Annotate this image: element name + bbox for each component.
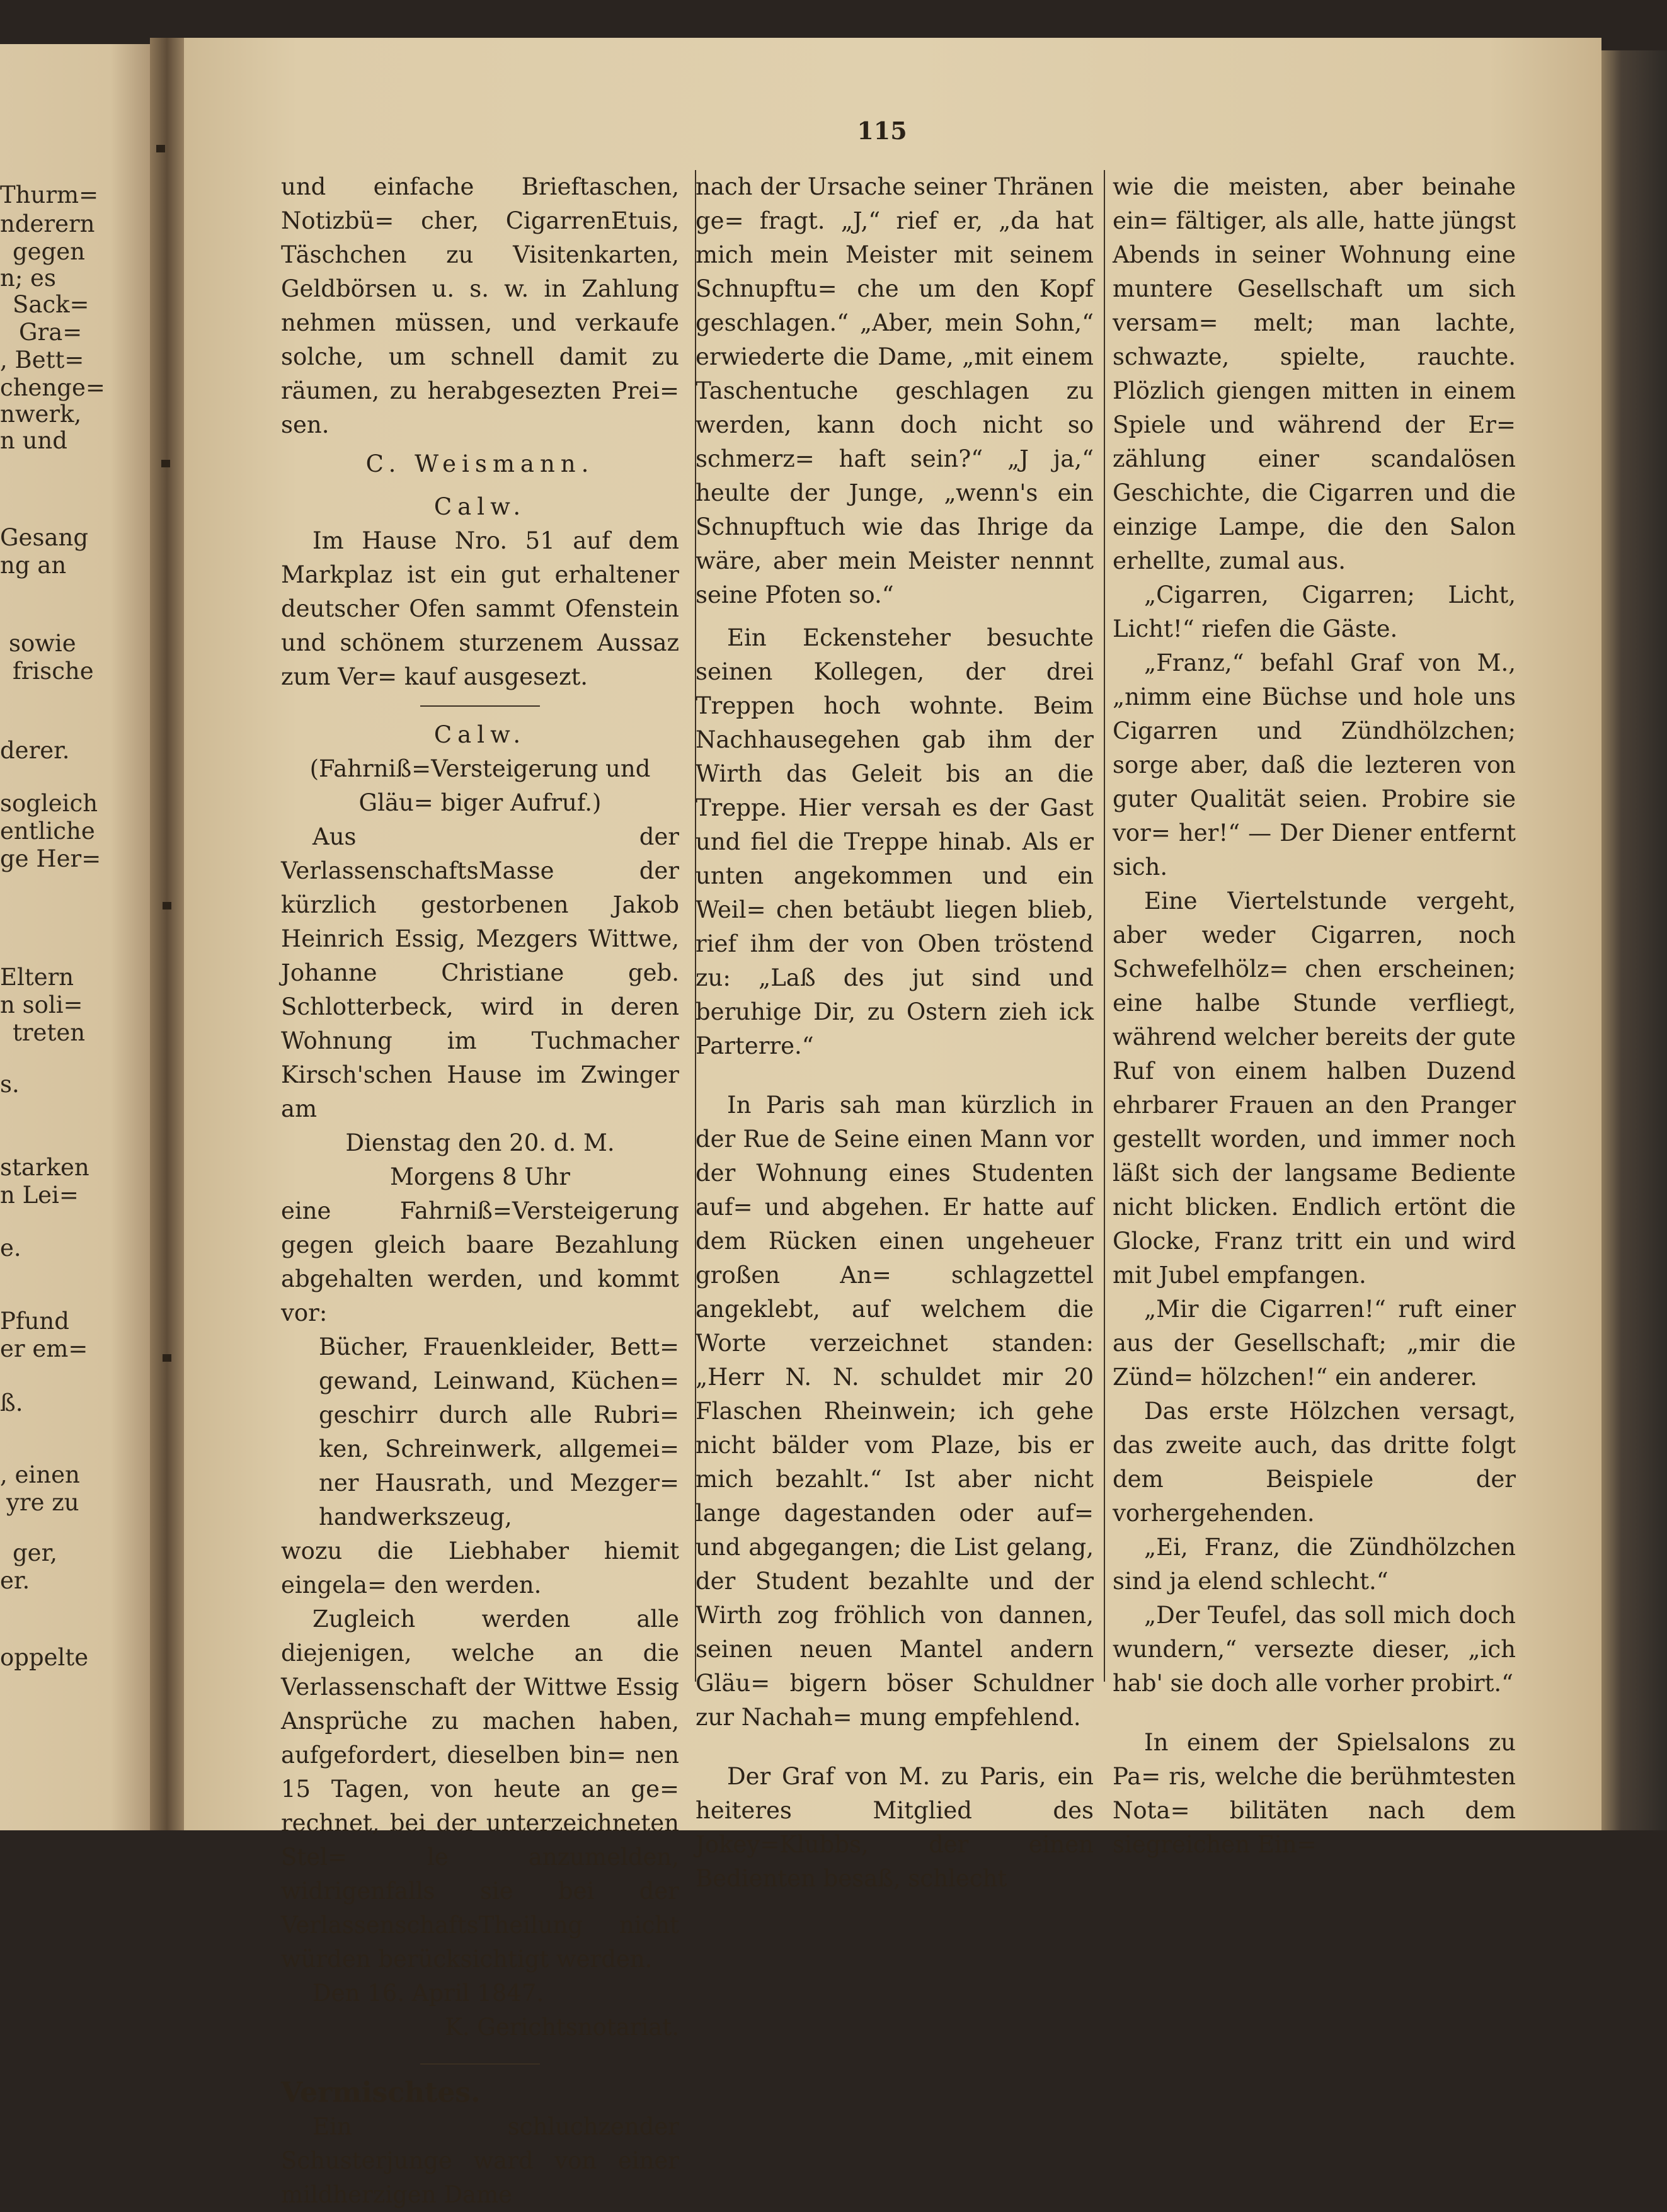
left-fragment: sogleich: [0, 790, 98, 817]
left-fragment: e.: [0, 1234, 21, 1262]
auction-time: Morgens 8 Uhr: [389, 1163, 570, 1190]
left-fragment: Gesang: [0, 524, 89, 551]
left-fragment: n soli=: [0, 991, 83, 1018]
left-fragment: frische: [13, 658, 94, 685]
notice-date: Den 16. April 1847.: [312, 1980, 544, 2007]
anecdote-graf-p5: „Mir die Cigarren!“ ruft einer aus der Gesellschaft; „mir die Zünd= hölzchen!“ ein anderer.: [1113, 1296, 1516, 1391]
anecdote-graf-continued: wie die meisten, aber beinahe ein= fältiger, als alle, hatte jüngst Abends in seiner Wohnung eine muntere Gesellschaft um sich versam= melt; man lachte, schwazte, spielte, rauchte. Plözlich giengen mitten in einem Spiele und während der Er= zählung einer scandalösen Geschichte, die Cigarren und die einzige Lampe, die den Salon erhellte, zumal aus.: [1113, 173, 1516, 574]
anecdote-graf-p4: Eine Viertelstunde vergeht, aber weder Cigarren, noch Schwefelhölz= chen erscheinen; eine halbe Stunde verfliegt, während welcher bereits der gute Ruf von einem halben Duzend ehrbarer Frauen an den Pranger gestellt worden, und immer noch läßt sich der langsame Bediente nicht blicken. Endlich ertönt die Glocke, Franz tritt ein und wird mit Jubel empfangen.: [1113, 887, 1516, 1289]
left-fragment: nderern: [0, 210, 95, 237]
left-fragment: oppelte: [0, 1644, 89, 1671]
auction-body-text: eine Fahrniß=Versteigerung gegen gleich baare Bezahlung abgehalten werden, und kommt vor:: [281, 1197, 679, 1326]
column-2: [696, 170, 1094, 1896]
anecdote-graf-p6: Das erste Hölzchen versagt, das zweite auch, das dritte folgt dem Beispiele der vorhergehenden.: [1113, 1398, 1516, 1527]
spacer: [696, 1063, 1094, 1088]
left-fragment: er.: [0, 1567, 30, 1594]
column-1: [281, 170, 679, 2212]
anecdote-graf-p2: „Cigarren, Cigarren; Licht, Licht!“ riefen die Gäste.: [1113, 581, 1516, 642]
left-fragment: n und: [0, 427, 67, 454]
margin-mark: [163, 1354, 171, 1362]
anecdote-paris-student: In Paris sah man kürzlich in der Rue de Seine einen Mann vor der Wohnung eines Studenten auf= und abgehen. Er hatte auf dem Rücken einen ungeheuer großen An= schlagzettel angeklebt, auf welchem die Worte verzeichnet standen: „Herr N. N. schuldet mir 20 Flaschen Rheinwein; ich gehe nicht bälder vom Plaze, bis er mich bezahlt.“ Ist aber nicht lange dagestanden oder auf= und abgegangen; die List gelang, der Student bezahlte und der Wirth zog fröhlich von dannen, seinen neuen Mantel andern Gläu= bigern böser Schuldner zur Nachah= mung empfehlend.: [696, 1092, 1094, 1731]
left-fragment: ß.: [0, 1389, 23, 1417]
book-gutter: [150, 38, 188, 1830]
book-cover-edge: [1601, 50, 1667, 1830]
left-fragment: er em=: [0, 1335, 88, 1362]
left-fragment: gegen: [13, 238, 85, 265]
left-fragment: s.: [0, 1071, 20, 1098]
spacer: [1113, 1701, 1516, 1726]
left-fragment: sowie: [9, 630, 76, 657]
anecdote-graf-p7: „Ei, Franz, die Zündhölzchen sind ja elend schlecht.“: [1113, 1534, 1516, 1595]
left-fragment: n Lei=: [0, 1182, 79, 1209]
left-fragment: derer.: [0, 737, 70, 764]
column-divider: [1104, 170, 1105, 1682]
auction-intro-text: Aus der VerlassenschaftsMasse der kürzlich gestorbenen Jakob Heinrich Essig, Mezgers Wittwe, Johanne Christiane geb. Schlotterbeck, wird in deren Wohnung im Tuchmacher Kirsch'schen Hause im Zwinger am: [281, 823, 679, 1122]
page-number: 115: [857, 117, 907, 145]
anecdote-graf-start: Der Graf von M. zu Paris, ein heiteres Mitglied des Jokey=Klubbs, der einen Bedienten besaß, schlecht: [696, 1763, 1094, 1892]
anecdote-schusterjunge-start: Ein schluchzender Schusterjunge ward von einer mildherzigen Dame: [281, 2113, 679, 2208]
margin-mark: [156, 145, 165, 152]
left-fragment: , einen: [0, 1461, 80, 1488]
anecdote-spielsalon-start: In einem der Spielsalons zu Pa= ris, welche die berühmtesten Nota= bilitäten nach dem siegreichen Ein=: [1113, 1729, 1516, 1858]
left-fragment: treten: [13, 1019, 86, 1046]
notice-weismann-text: und einfache Brieftaschen, Notizbü= cher, CigarrenEtuis, Täschchen zu Visitenkarten, Geldbörsen u. s. w. in Zahlung nehmen müssen, und verkaufe solche, um schnell damit zu räumen, zu herabgesezten Prei= sen.: [281, 173, 679, 438]
left-fragment: chenge=: [0, 374, 105, 401]
signature-notariat: K. Gerichtsnotariat.: [445, 2014, 679, 2041]
anecdote-graf-p8: „Der Teufel, das soll mich doch wundern,“ versezte dieser, „ich hab' sie doch alle vorher probirt.“: [1113, 1602, 1516, 1697]
left-fragment: Eltern: [0, 964, 74, 991]
left-fragment: ger,: [13, 1539, 57, 1566]
anecdote-schusterjunge-end: nach der Ursache seiner Thränen ge= fragt. „J,“ rief er, „da hat mich mein Meister mit seinem Schnupftu= che um den Kopf geschlagen.“ „Aber, mein Sohn,“ erwiederte die Dame, „mit einem Taschentuche geschlagen zu werden, kann doch nicht so schmerz= haft sein?“ „J ja,“ heulte der Junge, „wenn's ein Schnupftuch wie das Ihrige da wäre, aber mein Meister nennnt seine Pfoten so.“: [696, 173, 1094, 608]
signature-weismann: C. Weismann.: [365, 450, 595, 477]
left-fragment: ge Her=: [0, 845, 101, 872]
left-fragment: yre zu: [6, 1489, 79, 1516]
left-fragment: Gra=: [19, 319, 83, 346]
auction-subtitle: (Fahrniß=Versteigerung und Gläu= biger Aufruf.): [309, 755, 651, 816]
auction-items: Bücher, Frauenkleider, Bett= gewand, Leinwand, Küchen= geschirr durch alle Rubri= ken, Schreinwerk, allgemei= ner Hausrath, und Mezger= handwerkszeug,: [319, 1333, 679, 1531]
left-fragment: Sack=: [13, 291, 89, 318]
left-fragment: n; es: [0, 265, 56, 292]
left-fragment: , Bett=: [0, 346, 84, 373]
section-rule: [420, 705, 540, 707]
left-fragment: ng an: [0, 552, 67, 579]
left-fragment: starken: [0, 1154, 89, 1181]
left-fragment: Thurm=: [0, 181, 99, 208]
creditor-call-text: Zugleich werden alle diejenigen, welche an die Verlassenschaft der Wittwe Essig Ansprüche zu machen haben, aufgefordert, dieselben bin= nen 15 Tagen, von heute an ge= rechnet, bei der unterzeichneten Stel= le anzumelden, widrigenfalls sie bei der VerlassenschaftsTheilung nicht würden berücksichtigt werden.: [281, 1605, 679, 1973]
left-fragment: nwerk,: [0, 401, 82, 428]
section-heading-vermischtes: Vermischtes.: [281, 2077, 481, 2109]
notice-ofen-text: Im Hause Nro. 51 auf dem Markplaz ist ein gut erhaltener deutscher Ofen sammt Ofenstein und schönem sturzenem Aussaz zum Ver= kauf ausgesezt.: [281, 527, 679, 690]
left-fragment: Pfund: [0, 1308, 69, 1335]
anecdote-eckensteher: Ein Eckensteher besuchte seinen Kollegen, der drei Treppen hoch wohnte. Beim Nachhausegehen gab ihm der Wirth das Geleit bis an die Treppe. Hier versah es der Gast und fiel die Treppe hinab. Als er unten angekommen und ein Weil= chen betäubt liegen blieb, rief ihm der von Oben tröstend zu: „Laß des jut sind und beruhige Dir, zu Ostern zieh ick Parterre.“: [696, 624, 1094, 1059]
margin-mark: [161, 460, 170, 467]
spacer: [696, 1735, 1094, 1760]
margin-mark: [163, 902, 171, 909]
place-heading-calw-2: Calw.: [433, 721, 527, 748]
column-3: [1113, 170, 1516, 1862]
left-fragment: entliche: [0, 818, 95, 845]
place-heading-calw: Calw.: [433, 493, 527, 520]
auction-invitation: wozu die Liebhaber hiemit eingela= den werden.: [281, 1537, 679, 1599]
section-rule: [420, 2063, 540, 2065]
auction-date: Dienstag den 20. d. M.: [345, 1129, 615, 1156]
anecdote-graf-p3: „Franz,“ befahl Graf von M., „nimm eine Büchse und hole uns Cigarren und Zündhölzchen; sorge aber, daß die lezteren von guter Qualität seien. Probire sie vor= her!“ — Der Diener entfernt sich.: [1113, 649, 1516, 881]
